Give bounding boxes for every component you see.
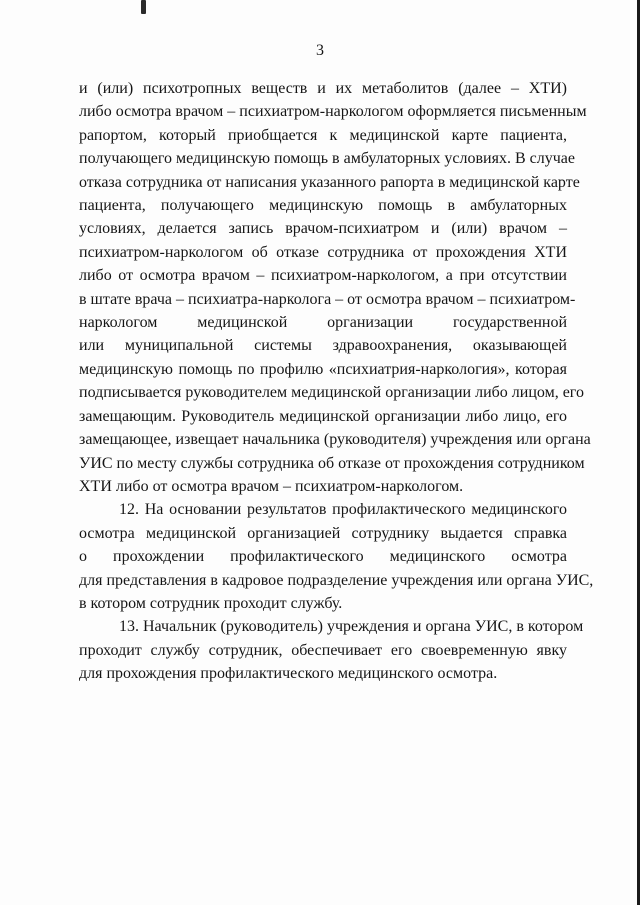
- text-line: замещающее, извещает начальника (руководителя) учреждения или органа: [79, 431, 591, 449]
- text-line: отказа сотрудника от написания указанного рапорта в медицинской карте: [79, 173, 580, 191]
- text-line: для представления в кадровое подразделение учреждения или органа УИС,: [79, 571, 594, 589]
- page-number: 3: [316, 42, 324, 59]
- text-line: получающего медицинскую помощь в амбулаторных условиях. В случае: [79, 150, 575, 168]
- text-line: наркологом медицинской организации государственной: [79, 314, 567, 332]
- text-line: медицинскую помощь по профилю «психиатрия-наркология», которая: [79, 360, 567, 378]
- text-line: пациента, получающего медицинскую помощь в амбулаторных: [79, 197, 567, 215]
- text-line: для прохождения профилактического медицинского осмотра.: [79, 665, 498, 683]
- text-line: подписывается руководителем медицинской организации либо лицом, его: [79, 384, 584, 402]
- text-line: в котором сотрудник проходит службу.: [79, 594, 343, 612]
- scan-mark: [141, 0, 146, 14]
- text-line: условиях, делается запись врачом-психиатром и (или) врачом –: [79, 220, 567, 238]
- text-line: проходит службу сотрудник, обеспечивает его своевременную явку: [79, 641, 567, 659]
- text-line: рапортом, который приобщается к медицинской карте пациента,: [79, 126, 567, 144]
- text-line: в штате врача – психиатра-нарколога – от осмотра врачом – психиатром-: [79, 290, 576, 308]
- document-body: [79, 77, 594, 686]
- text-line: и (или) психотропных веществ и их метаболитов (далее – ХТИ): [79, 80, 567, 97]
- text-line: или муниципальной системы здравоохранения, оказывающей: [79, 337, 567, 355]
- text-line: 13. Начальник (руководитель) учреждения и органа УИС, в котором: [119, 618, 584, 636]
- text-line: либо от осмотра врачом – психиатром-наркологом, а при отсутствии: [79, 267, 567, 285]
- text-line: о прохождении профилактического медицинского осмотра: [79, 548, 567, 566]
- text-line: психиатром-наркологом об отказе сотрудника от прохождения ХТИ: [79, 243, 567, 261]
- text-line: 12. На основании результатов профилактического медицинского: [119, 501, 567, 519]
- text-line: ХТИ либо от осмотра врачом – психиатром-наркологом.: [79, 477, 464, 495]
- text-line: замещающим. Руководитель медицинской организации либо лицо, его: [79, 407, 567, 425]
- text-line: либо осмотра врачом – психиатром-наркологом оформляется письменным: [79, 103, 587, 121]
- text-line: УИС по месту службы сотрудника об отказе от прохождения сотрудником: [79, 454, 585, 472]
- text-line: осмотра медицинской организацией сотруднику выдается справка: [79, 524, 567, 542]
